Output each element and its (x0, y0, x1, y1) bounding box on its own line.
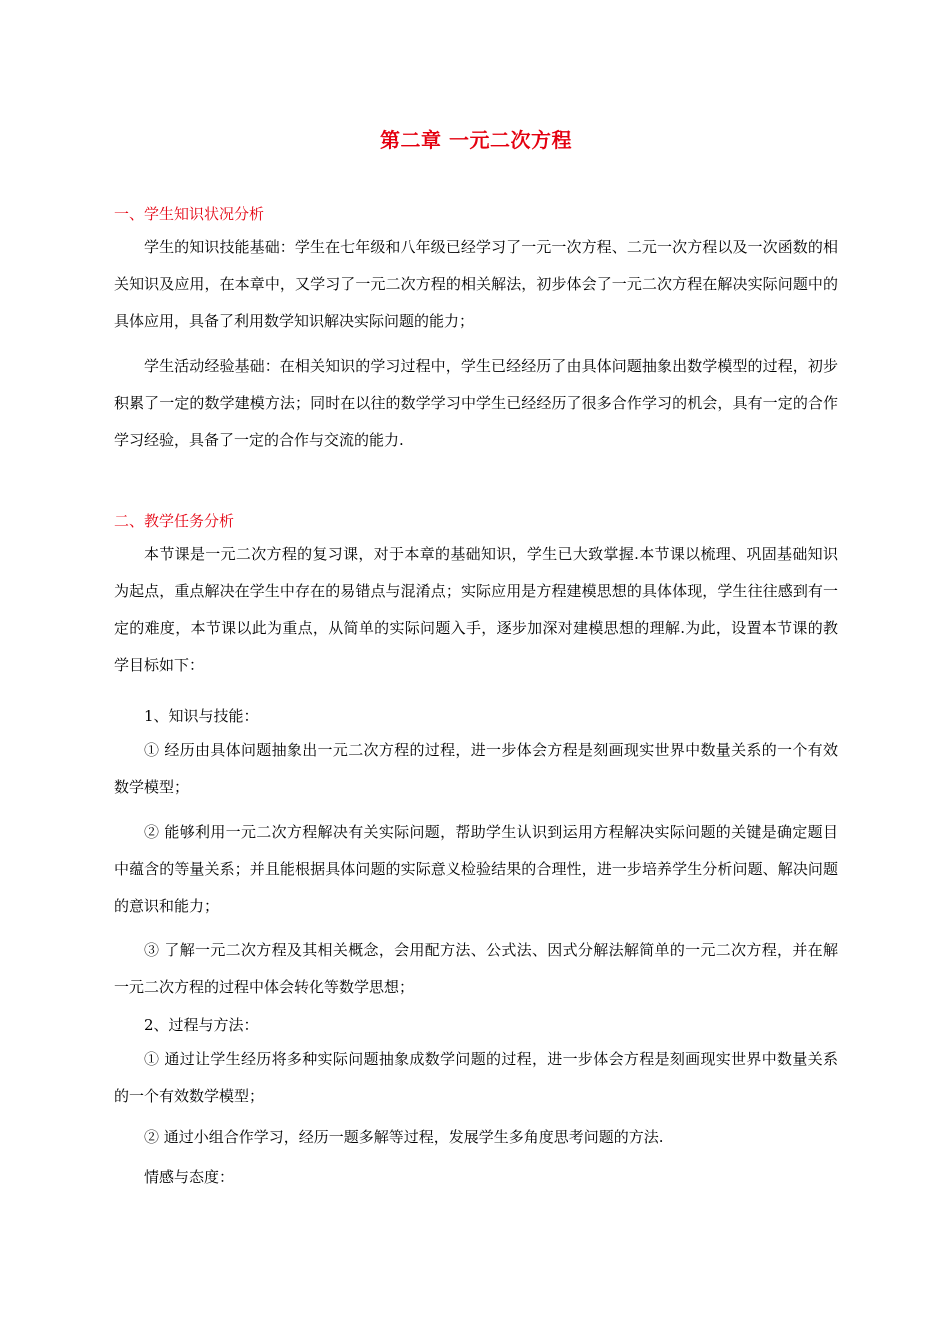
section-heading-teaching-analysis: 二、教学任务分析 (114, 512, 235, 530)
goal-knowledge-item-3: ③ 了解一元二次方程及其相关概念，会用配方法、公式法、因式分解法解简单的一元二次方程，并在解一元二次方程的过程中体会转化等数学思想； (114, 941, 838, 996)
goal-knowledge-item-1: ① 经历由具体问题抽象出一元二次方程的过程，进一步体会方程是刻画现实世界中数量关系的一个有效数学模型； (114, 741, 838, 796)
paragraph-lesson-overview: 本节课是一元二次方程的复习课，对于本章的基础知识，学生已大致掌握.本节课以梳理、巩固基础知识为起点，重点解决在学生中存在的易错点与混淆点；实际应用是方程建模思想的具体体现，学生往往感到有一定的难度，本节课以此为重点，从简单的实际问题入手，逐步加深对建模思想的理解.为此，设置本节课的教学目标如下： (114, 545, 838, 674)
goal-process-method-heading: 2、过程与方法： (144, 1016, 259, 1034)
chapter-title: 第二章 一元二次方程 (380, 128, 572, 152)
goal-emotion-attitude-heading: 情感与态度： (144, 1168, 235, 1186)
section-heading-student-analysis: 一、学生知识状况分析 (114, 205, 265, 223)
goal-knowledge-skills-heading: 1、知识与技能： (144, 707, 259, 725)
paragraph-knowledge-basis: 学生的知识技能基础：学生在七年级和八年级已经学习了一元一次方程、二元一次方程以及一次函数的相关知识及应用，在本章中，又学习了一元二次方程的相关解法，初步体会了一元二次方程在解决实际问题中的具体应用，具备了利用数学知识解决实际问题的能力； (114, 238, 838, 330)
paragraph-activity-basis: 学生活动经验基础：在相关知识的学习过程中，学生已经经历了由具体问题抽象出数学模型的过程，初步积累了一定的数学建模方法；同时在以往的数学学习中学生已经经历了很多合作学习的机会，具有一定的合作学习经验，具备了一定的合作与交流的能力. (114, 357, 838, 449)
goal-process-item-1: ① 通过让学生经历将多种实际问题抽象成数学问题的过程，进一步体会方程是刻画现实世界中数量关系的一个有效数学模型； (114, 1050, 838, 1105)
goal-process-item-2: ② 通过小组合作学习，经历一题多解等过程，发展学生多角度思考问题的方法. (144, 1128, 664, 1146)
goal-knowledge-item-2: ② 能够利用一元二次方程解决有关实际问题，帮助学生认识到运用方程解决实际问题的关键是确定题目中蕴含的等量关系；并且能根据具体问题的实际意义检验结果的合理性，进一步培养学生分析问题、解决问题的意识和能力； (114, 823, 838, 915)
